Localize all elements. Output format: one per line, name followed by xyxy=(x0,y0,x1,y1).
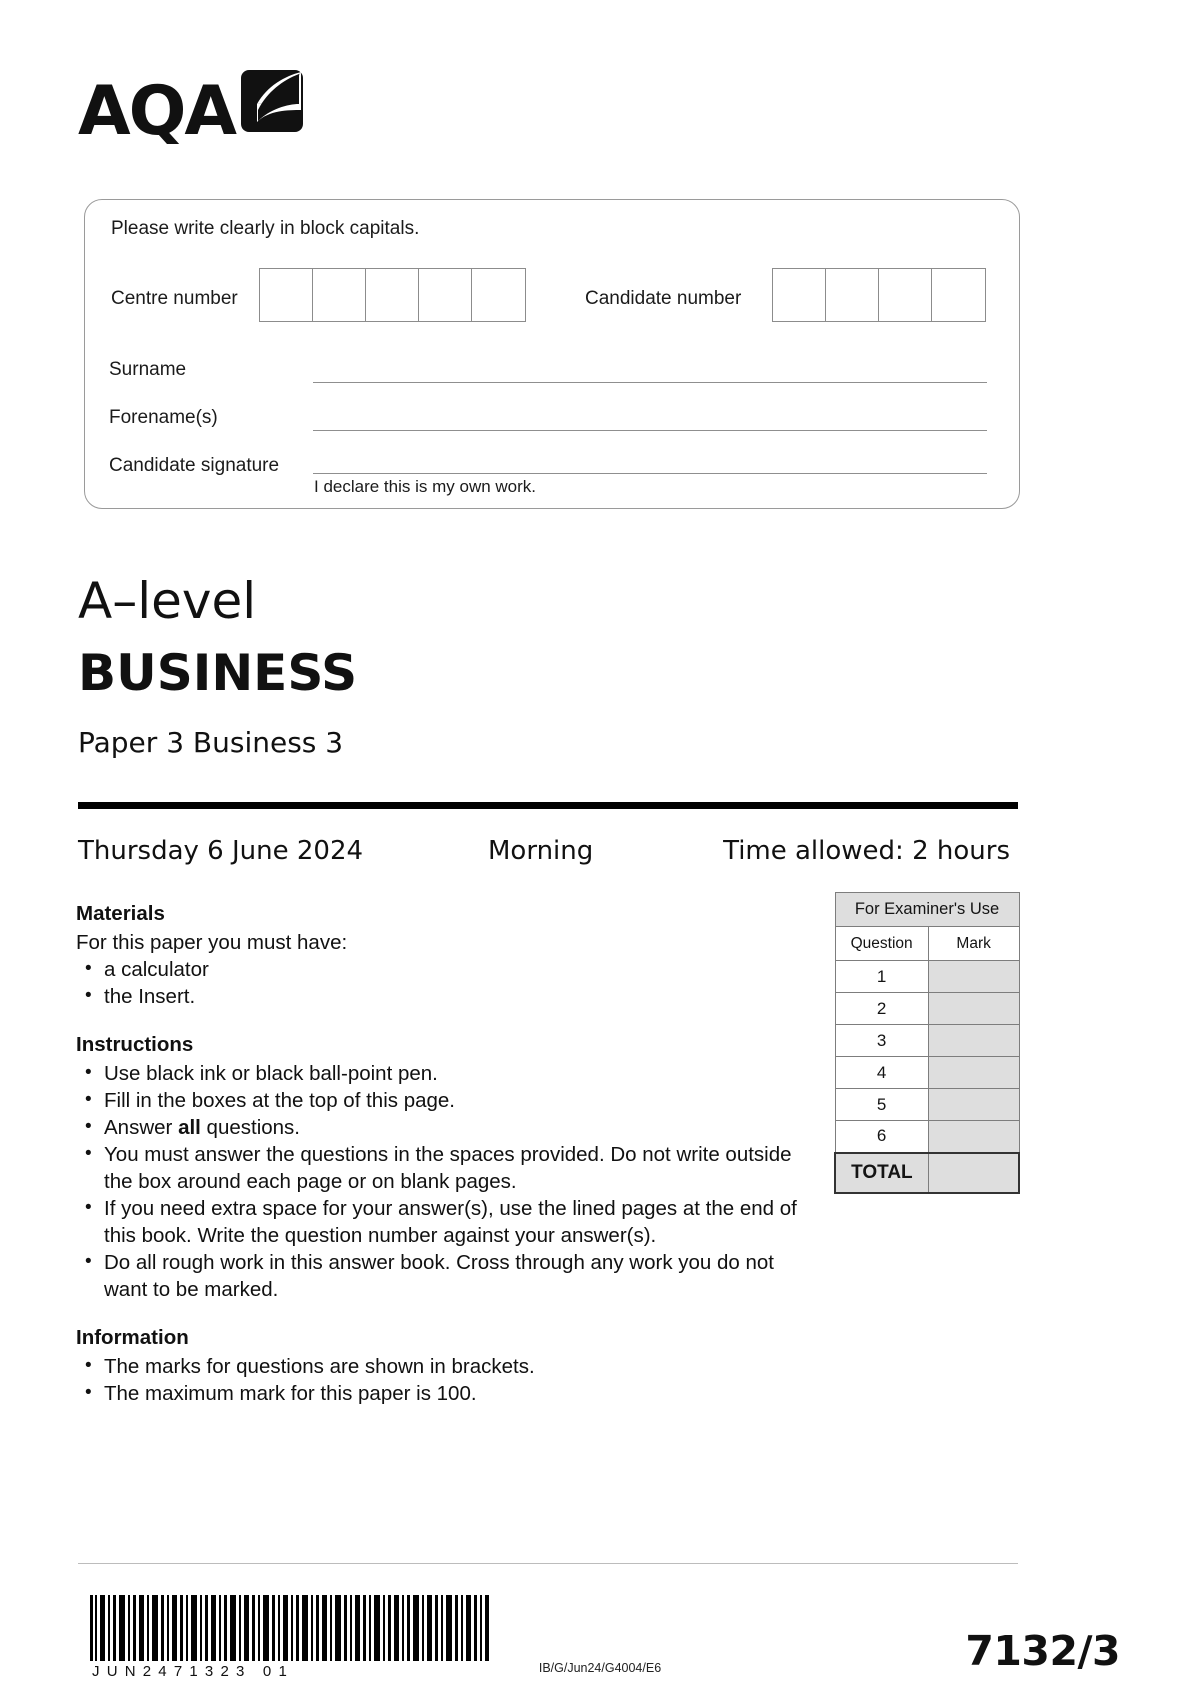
mark-cell[interactable] xyxy=(928,961,1019,993)
question-number: 2 xyxy=(835,993,928,1025)
centre-number-cell[interactable] xyxy=(260,269,313,321)
barcode xyxy=(90,1595,490,1661)
table-row xyxy=(835,1089,1019,1121)
aqa-logo xyxy=(78,72,303,151)
list-item: • The maximum mark for this paper is 100. xyxy=(76,1380,816,1407)
paper-code: 7132/3 xyxy=(965,1627,1120,1675)
forename-label: Forename(s) xyxy=(109,407,218,428)
column-header-question: Question xyxy=(835,927,928,961)
question-number: 6 xyxy=(835,1121,928,1153)
list-item: • a calculator xyxy=(76,956,816,983)
mark-cell[interactable] xyxy=(928,1057,1019,1089)
qualification-title: A–level xyxy=(78,572,257,630)
paper-title: Paper 3 Business 3 xyxy=(78,726,344,759)
table-row xyxy=(835,961,1019,993)
instructions-column xyxy=(76,900,816,1428)
forename-input[interactable] xyxy=(313,430,987,431)
mark-cell[interactable] xyxy=(928,1089,1019,1121)
time-allowed: Time allowed: 2 hours xyxy=(723,836,1010,866)
information-section xyxy=(76,1324,816,1407)
total-label: TOTAL xyxy=(835,1153,928,1193)
centre-number-cell[interactable] xyxy=(419,269,472,321)
table-row xyxy=(835,1121,1019,1153)
table-row xyxy=(835,993,1019,1025)
examiner-use-table xyxy=(834,892,1020,1194)
information-list xyxy=(76,1353,816,1407)
materials-section xyxy=(76,900,816,1010)
mark-cell[interactable] xyxy=(928,993,1019,1025)
instruction-answer-all: Answer all questions. xyxy=(104,1116,301,1139)
candidate-signature-input[interactable] xyxy=(313,473,987,474)
question-number: 4 xyxy=(835,1057,928,1089)
instructions-heading: Instructions xyxy=(76,1033,194,1056)
centre-number-cell[interactable] xyxy=(313,269,366,321)
table-row xyxy=(835,927,1019,961)
examiner-table-title: For Examiner's Use xyxy=(835,893,1019,927)
list-item: • the Insert. xyxy=(76,983,816,1010)
mark-cell[interactable] xyxy=(928,1121,1019,1153)
table-row xyxy=(835,893,1019,927)
list-item: • The marks for questions are shown in brackets. xyxy=(76,1353,816,1380)
candidate-number-cell[interactable] xyxy=(932,269,985,321)
surname-label: Surname xyxy=(109,359,187,380)
instructions-list xyxy=(76,1060,816,1303)
materials-intro: For this paper you must have: xyxy=(76,931,348,954)
candidate-number-cell[interactable] xyxy=(879,269,932,321)
list-item: • You must answer the questions in the spaces provided. Do not write outside the box around each page or on blank pages. xyxy=(76,1141,816,1195)
candidate-number-cell[interactable] xyxy=(826,269,879,321)
list-item: • Do all rough work in this answer book. Cross through any work you do not want to be marked. xyxy=(76,1249,816,1303)
exam-date: Thursday 6 June 2024 xyxy=(78,836,364,866)
list-item: • Use black ink or black ball-point pen. xyxy=(76,1060,816,1087)
candidate-number-cell[interactable] xyxy=(773,269,826,321)
table-row xyxy=(835,1025,1019,1057)
table-row-total xyxy=(835,1153,1019,1193)
centre-number-cell[interactable] xyxy=(366,269,419,321)
candidate-signature-label: Candidate signature xyxy=(109,455,280,476)
header-divider xyxy=(78,802,1018,809)
aqa-wordmark: AQA xyxy=(78,72,236,151)
aqa-leaf-icon xyxy=(241,70,303,137)
candidate-number-input[interactable] xyxy=(772,268,986,322)
barcode-digits: JUN2471323 01 xyxy=(92,1663,295,1680)
instructions-section xyxy=(76,1031,816,1303)
materials-list xyxy=(76,956,816,1010)
question-number: 1 xyxy=(835,961,928,993)
centre-number-input[interactable] xyxy=(259,268,526,322)
barcode-bars xyxy=(90,1595,490,1661)
declaration-text: I declare this is my own work. xyxy=(314,477,537,496)
list-item: • If you need extra space for your answer(s), use the lined pages at the end of this book. Write the question number against your answer(s). xyxy=(76,1195,816,1249)
surname-input[interactable] xyxy=(313,382,987,383)
candidate-number-label: Candidate number xyxy=(585,288,742,309)
column-header-mark: Mark xyxy=(928,927,1019,961)
block-capitals-instruction: Please write clearly in block capitals. xyxy=(111,218,420,239)
total-mark-cell[interactable] xyxy=(928,1153,1019,1193)
list-item: • Fill in the boxes at the top of this page. xyxy=(76,1087,816,1114)
materials-heading: Materials xyxy=(76,902,165,925)
centre-number-label: Centre number xyxy=(111,288,238,309)
question-number: 5 xyxy=(835,1089,928,1121)
candidate-details-box xyxy=(84,199,1020,509)
exam-session: Morning xyxy=(488,836,594,866)
mark-cell[interactable] xyxy=(928,1025,1019,1057)
ib-code: IB/G/Jun24/G4004/E6 xyxy=(538,1661,662,1675)
centre-number-cell[interactable] xyxy=(472,269,525,321)
question-number: 3 xyxy=(835,1025,928,1057)
list-item xyxy=(76,1114,816,1141)
information-heading: Information xyxy=(76,1326,189,1349)
table-row xyxy=(835,1057,1019,1089)
footer-divider xyxy=(78,1563,1018,1564)
subject-title: BUSINESS xyxy=(78,644,358,702)
